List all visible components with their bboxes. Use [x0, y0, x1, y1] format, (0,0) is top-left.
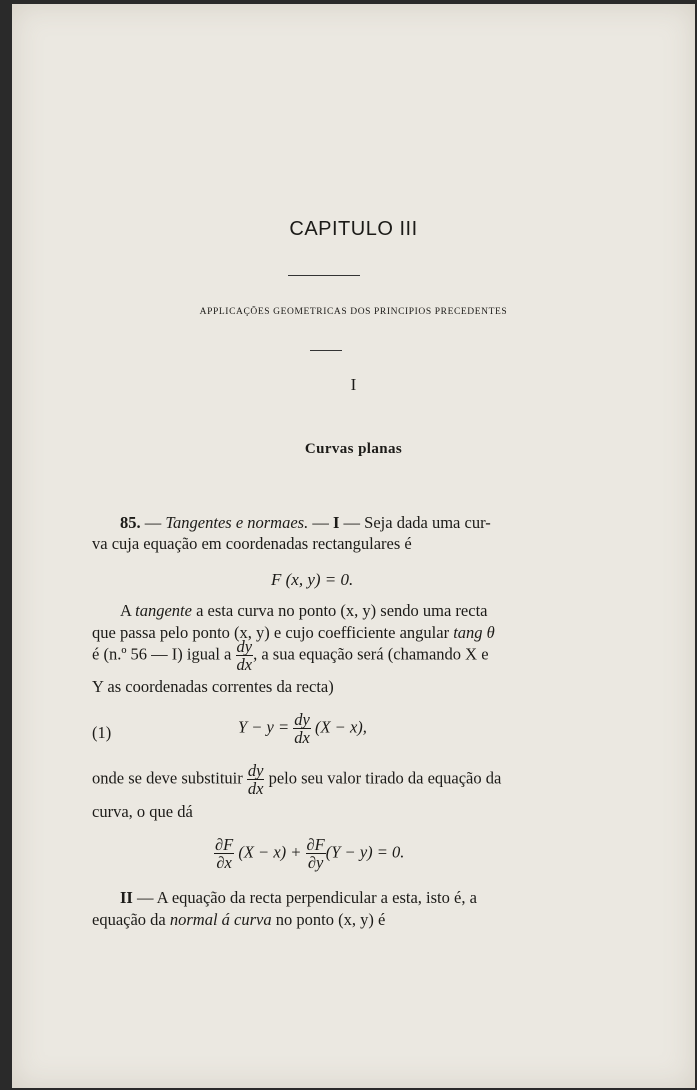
paragraph-85-line-2: va cuja equação em coordenadas rectangulares é	[92, 534, 412, 553]
chapter-subtitle: APPLICAÇÕES GEOMETRICAS DOS PRINCIPIOS PRECEDENTES	[199, 307, 508, 317]
equation-curve: F (x, y) = 0.	[271, 570, 354, 589]
paragraph-number: 85.	[120, 513, 141, 532]
term-normal: normal á curva	[169, 910, 272, 929]
onde-line-1: onde se deve substituir $\frac{dy}{dx}$ pelo seu valor tirado da equação da	[92, 761, 502, 798]
tangent-line-1: A tangente a esta curva no ponto (x, y) sendo uma recta	[120, 601, 488, 620]
tangent-line-4: Y as coordenadas correntes da recta)	[92, 677, 334, 696]
paragraph-title: Tangentes e normaes.	[165, 513, 309, 532]
onde-line-2: curva, o que dá	[92, 802, 193, 821]
item-label-II: II	[120, 888, 133, 907]
paragraph-85-line-1: 85. — Tangentes e normaes. — I — Seja dada uma cur-	[120, 513, 491, 532]
equation-1-label: (1)	[92, 723, 112, 742]
tangent-line-2: que passa pelo ponto (x, y) e cujo coefficiente angular tang θ	[92, 623, 495, 642]
section-heading: Curvas planas	[304, 441, 403, 457]
item-label: I	[332, 513, 340, 532]
tangent-line-3: é (n.º 56 — I) igual a $\frac{dy}{dx}$ , a sua equação será (chamando X e	[92, 637, 489, 674]
normal-line-1: II — A equação da recta perpendicular a esta, isto é, a	[120, 888, 477, 907]
divider-rule	[288, 275, 360, 276]
equation-normal-form: $\frac{\partial F}{\partial x}$ (X − x) + $\frac{\partial F}{\partial y}$ (Y − y) = 0.	[215, 835, 405, 872]
derivative-fraction: $\frac{dy}{dx}$	[236, 637, 253, 674]
part-number: I	[350, 375, 357, 394]
chapter-heading: CAPITULO III	[289, 218, 418, 240]
term-tangente: tangente	[135, 601, 192, 620]
divider-rule-short	[310, 350, 342, 351]
book-page	[12, 4, 695, 1088]
equation-1: Y − y = $\frac{dy}{dx}$ (X − x),	[238, 710, 367, 747]
normal-line-2: equação da normal á curva no ponto (x, y) é	[92, 910, 386, 929]
